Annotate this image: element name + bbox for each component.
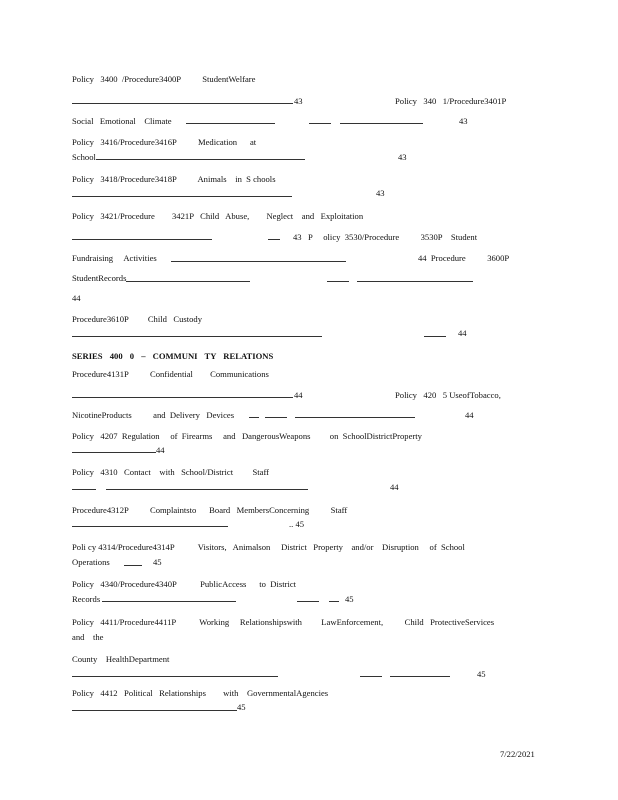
dot-leader bbox=[340, 123, 423, 124]
dot-leader bbox=[72, 710, 237, 711]
page-number: 45 bbox=[237, 702, 246, 712]
dot-leader bbox=[357, 281, 473, 282]
dot-leader bbox=[309, 123, 331, 124]
page-number: .. 45 bbox=[289, 519, 305, 529]
toc-entry-policy-3416: Policy 3416/Procedure3416P Medication at bbox=[72, 137, 257, 147]
dot-leader bbox=[72, 239, 212, 240]
toc-entry-policy-3418: Policy 3418/Procedure3418P Animals in S chools bbox=[72, 174, 276, 184]
toc-entry-procedure-3610: Procedure3610P Child Custody bbox=[72, 314, 203, 324]
dot-leader bbox=[124, 565, 142, 566]
dot-leader bbox=[72, 103, 293, 104]
toc-entry-county-health: County HealthDepartment bbox=[72, 654, 170, 664]
toc-entry-procedure-4131: Procedure4131P Confidential Communications bbox=[72, 369, 269, 379]
dot-leader bbox=[329, 601, 339, 602]
toc-entry-policy-4340: Policy 4340/Procedure4340P PublicAccess to District bbox=[72, 579, 297, 589]
page-number: 43 bbox=[294, 96, 303, 106]
dot-leader bbox=[360, 676, 382, 677]
toc-entry-records: Records bbox=[72, 594, 101, 604]
page-number: 44 bbox=[465, 410, 474, 420]
dot-leader bbox=[390, 676, 450, 677]
page-number: 43 bbox=[398, 152, 407, 162]
toc-entry-policy-3530: 43 P olicy 3530/Procedure 3530P Student bbox=[293, 232, 478, 242]
dot-leader bbox=[102, 601, 236, 602]
dot-leader bbox=[106, 489, 308, 490]
dot-leader bbox=[249, 417, 259, 418]
toc-entry-school: School bbox=[72, 152, 96, 162]
footer-date: 7/22/2021 bbox=[500, 749, 535, 759]
page-number: 44 bbox=[156, 445, 165, 455]
page-number: 44 bbox=[390, 482, 399, 492]
toc-entry-policy-3400: Policy 3400 /Procedure3400P StudentWelfare bbox=[72, 74, 256, 84]
dot-leader bbox=[72, 526, 228, 527]
page-number: 44 bbox=[458, 328, 467, 338]
dot-leader bbox=[297, 601, 319, 602]
page-number: 45 bbox=[153, 557, 162, 567]
toc-entry-student-records: StudentRecords bbox=[72, 273, 127, 283]
dot-leader bbox=[72, 336, 322, 337]
toc-entry-procedure-4312: Procedure4312P Complaintsto Board MembersConcerning Staff bbox=[72, 505, 348, 515]
toc-entry-and-the: and the bbox=[72, 632, 104, 642]
toc-entry-policy-3421: Policy 3421/Procedure 3421P Child Abuse, Neglect and Exploitation bbox=[72, 211, 364, 221]
toc-entry-policy-4207: Policy 4207 Regulation of Firearms and DangerousWeapons on SchoolDistrictProperty bbox=[72, 431, 422, 441]
toc-entry-policy-4310: Policy 4310 Contact with School/District Staff bbox=[72, 467, 270, 477]
dot-leader bbox=[72, 489, 96, 490]
dot-leader bbox=[295, 417, 415, 418]
dot-leader bbox=[268, 239, 280, 240]
dot-leader bbox=[126, 281, 250, 282]
dot-leader bbox=[186, 123, 275, 124]
toc-entry-procedure-3600: 44 Procedure 3600P bbox=[418, 253, 510, 263]
page-number: 44 bbox=[72, 293, 81, 303]
page-number: 45 bbox=[345, 594, 354, 604]
dot-leader bbox=[72, 397, 293, 398]
dot-leader bbox=[72, 452, 156, 453]
dot-leader bbox=[72, 196, 292, 197]
page-number: 43 bbox=[459, 116, 468, 126]
page-number: 45 bbox=[477, 669, 486, 679]
page-number: 43 bbox=[376, 188, 385, 198]
section-heading: SERIES 400 0 – COMMUNI TY RELATIONS bbox=[72, 351, 274, 361]
dot-leader bbox=[265, 417, 287, 418]
dot-leader bbox=[96, 159, 305, 160]
toc-entry-social-emotional: Social Emotional Climate bbox=[72, 116, 172, 126]
toc-entry-policy-3401: Policy 340 1/Procedure3401P bbox=[395, 96, 507, 106]
toc-entry-nicotine: NicotineProducts and Delivery Devices bbox=[72, 410, 235, 420]
toc-entry-policy-4411: Policy 4411/Procedure4411P Working Relationshipswith LawEnforcement, Child ProtectiveServices bbox=[72, 617, 495, 627]
toc-entry-operations: Operations bbox=[72, 557, 110, 567]
dot-leader bbox=[171, 261, 346, 262]
dot-leader bbox=[424, 336, 446, 337]
toc-entry-policy-4205: Policy 420 5 UseofTobacco, bbox=[395, 390, 501, 400]
dot-leader bbox=[327, 281, 349, 282]
toc-entry-policy-4314: Poli cy 4314/Procedure4314P Visitors, Animalson District Property and/or Disruption of School bbox=[72, 542, 465, 552]
toc-entry-policy-4412: Policy 4412 Political Relationships with GovernmentalAgencies bbox=[72, 688, 329, 698]
dot-leader bbox=[72, 676, 278, 677]
toc-entry-fundraising: Fundraising Activities bbox=[72, 253, 157, 263]
page-number: 44 bbox=[294, 390, 303, 400]
